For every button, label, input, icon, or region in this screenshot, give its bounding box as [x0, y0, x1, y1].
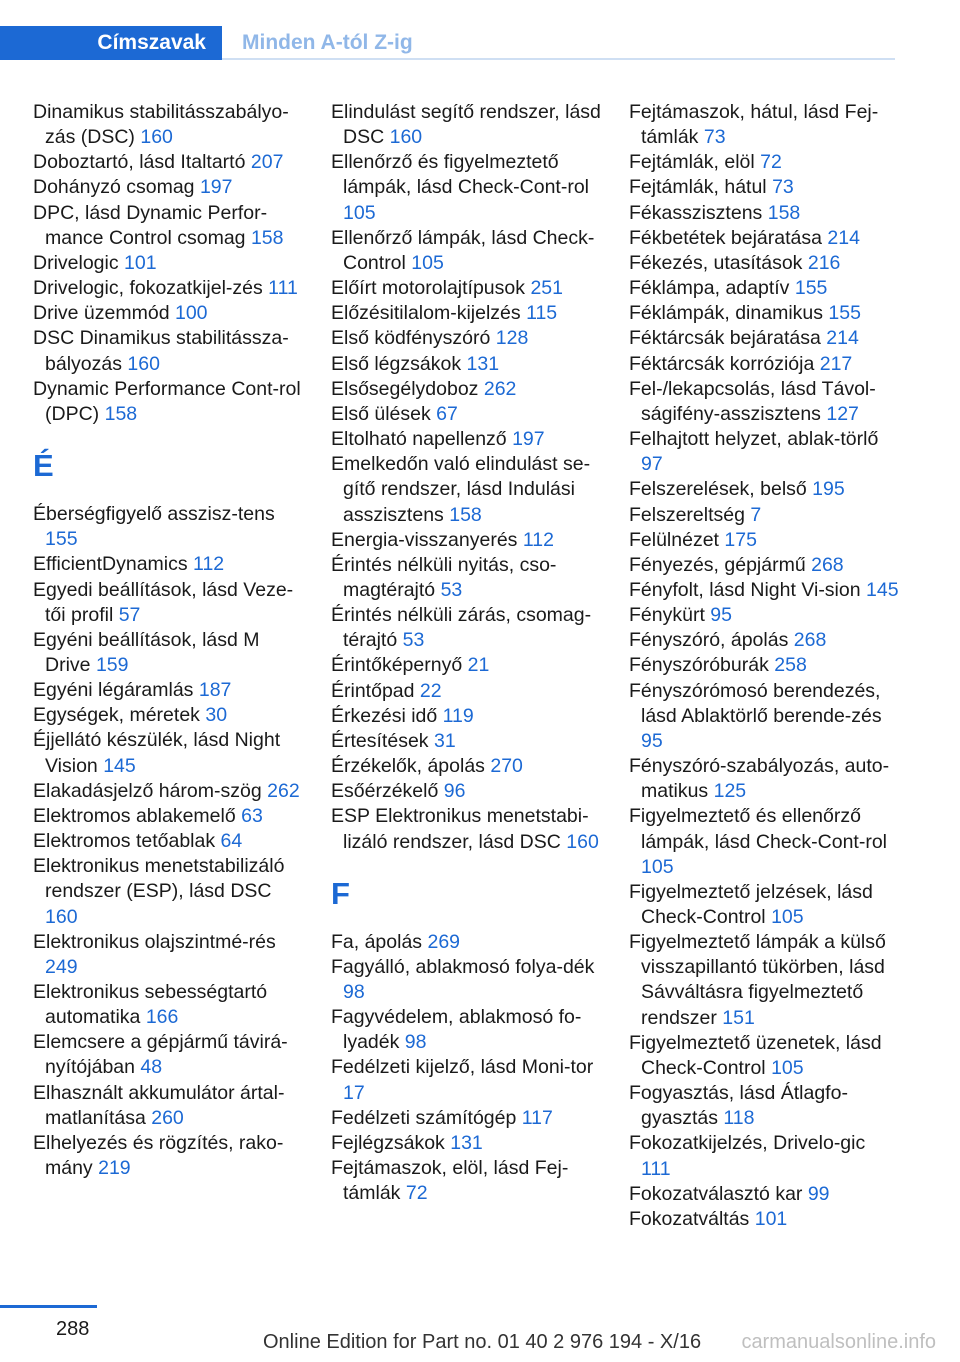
entry-text: Elindulást segítő rendszer, lásd DSC	[331, 101, 601, 149]
index-column-1	[33, 100, 305, 1181]
page-link[interactable]: 270	[490, 755, 523, 778]
index-entry	[331, 1055, 603, 1105]
index-entry	[33, 1131, 305, 1181]
page-link[interactable]: 160	[45, 905, 78, 928]
index-entry	[629, 880, 899, 930]
page-link[interactable]: 214	[827, 226, 860, 249]
tab-all-a-to-z[interactable]: Minden A-tól Z-ig	[222, 26, 895, 60]
index-entry	[331, 553, 603, 603]
index-entry	[629, 1182, 899, 1207]
index-entry	[629, 679, 899, 754]
page-link[interactable]: 17	[343, 1081, 365, 1104]
index-entry	[629, 352, 899, 377]
page-link[interactable]: 160	[389, 126, 423, 149]
index-entry	[331, 704, 603, 729]
index-entry	[629, 150, 899, 175]
index-entry	[33, 301, 305, 326]
index-entry	[331, 377, 603, 402]
page-link[interactable]: 158	[449, 503, 482, 526]
entry-text: Első ülések	[331, 402, 431, 425]
entry-text: Ellenőrző és figyelmeztető lámpák, lásd Check-Cont‐rol	[331, 151, 590, 199]
index-entry	[331, 452, 603, 527]
page-link[interactable]: 119	[442, 704, 474, 727]
section-letter: É	[33, 448, 54, 484]
page-link[interactable]: 158	[104, 402, 138, 425]
page-link[interactable]: 214	[826, 327, 859, 350]
entry-text: Egyéni beállítások, lásd M Drive	[33, 628, 260, 676]
entry-text: Elektronikus menetstabilizáló rendszer (ESP), lásd DSC	[33, 855, 285, 903]
index-entry	[331, 779, 603, 804]
page-link[interactable]: 197	[199, 176, 233, 199]
page-link[interactable]: 111	[641, 1157, 671, 1180]
entry-text: Érintés nélküli nyitás, cso‐magtérajtó	[331, 553, 557, 601]
entry-text: Fokozatválasztó kar	[629, 1182, 803, 1205]
page-link[interactable]: 21	[467, 654, 490, 677]
page-link[interactable]: 145	[103, 754, 136, 777]
index-entry	[33, 150, 305, 175]
entry-text: Egyéni légáramlás	[33, 679, 194, 702]
index-entry	[33, 678, 305, 703]
entry-text: Esőérzékelő	[331, 780, 439, 803]
entry-text: Ellenőrző lámpák, lásd Check-Control	[331, 226, 595, 274]
index-entry	[33, 980, 305, 1030]
entry-text: Fejtámaszok, hátul, lásd Fej‐támlák	[629, 101, 879, 149]
entry-text: Felszerelések, belső	[629, 478, 807, 501]
index-entry	[331, 226, 603, 276]
entry-text: Fedélzeti számítógép	[331, 1106, 517, 1129]
index-entry	[331, 352, 603, 377]
index-entry	[629, 1081, 899, 1131]
index-entry	[331, 1131, 603, 1156]
entry-text: Előírt motorolajtípusok	[331, 277, 526, 300]
page-link[interactable]: 207	[250, 151, 284, 174]
page-link[interactable]: 100	[174, 302, 208, 325]
entry-text: Féklámpa, adaptív	[629, 277, 790, 300]
index-entry	[331, 301, 603, 326]
entry-text: Fejlégzsákok	[331, 1131, 445, 1154]
page-link[interactable]: 112	[522, 528, 554, 551]
index-entry	[33, 854, 305, 929]
entry-text: Érintőpad	[331, 679, 415, 702]
index-entry	[629, 930, 899, 1031]
page-link[interactable]: 30	[205, 704, 228, 727]
page-link[interactable]: 95	[641, 729, 663, 752]
entry-text: Fejtámlák, elöl	[629, 151, 755, 174]
page-link[interactable]: 151	[722, 1006, 755, 1029]
page-link[interactable]: 73	[703, 126, 726, 149]
index-entry	[33, 779, 305, 804]
page-link[interactable]: 53	[440, 578, 463, 601]
entry-text: Felülnézet	[629, 528, 719, 551]
entry-text: Fékezés, utasítások	[629, 251, 803, 274]
entry-text: Fagyvédelem, ablakmosó fo‐lyadék	[331, 1006, 582, 1054]
entry-text: Fényszóróburák	[629, 654, 769, 677]
watermark: carmanualsonline.info	[741, 1331, 936, 1353]
page-link[interactable]: 160	[566, 830, 599, 853]
entry-text: Első légzsákok	[331, 352, 462, 375]
index-entry	[629, 251, 899, 276]
entry-text: Féklámpák, dinamikus	[629, 302, 823, 325]
page-link[interactable]: 145	[866, 578, 899, 601]
index-entry	[33, 1030, 305, 1080]
index-entry	[33, 1081, 305, 1131]
index-entry	[629, 276, 899, 301]
entry-text: Figyelmeztető jelzések, lásd Check-Control	[629, 880, 873, 928]
page-link[interactable]: 268	[793, 629, 827, 652]
index-entry	[629, 201, 899, 226]
index-entry	[331, 1005, 603, 1055]
page-link[interactable]: 64	[220, 830, 243, 853]
entry-text: Figyelmeztető és ellenőrző lámpák, lásd Check-Cont‐rol	[629, 805, 888, 853]
page-link[interactable]: 72	[405, 1182, 428, 1205]
index-entry	[33, 829, 305, 854]
page-link[interactable]: 97	[641, 453, 663, 476]
index-entry	[331, 427, 603, 452]
page-link[interactable]: 158	[250, 226, 284, 249]
index-entry	[331, 930, 603, 955]
index-entry	[331, 653, 603, 678]
page-link[interactable]: 160	[140, 126, 173, 149]
entry-text: Értesítések	[331, 729, 429, 752]
page-link[interactable]: 258	[774, 654, 807, 677]
entry-text: ESP Elektronikus menetstabi‐lizáló rendszer, lásd DSC	[331, 805, 589, 853]
page-link[interactable]: 159	[95, 653, 129, 676]
entry-text: Drive üzemmód	[33, 302, 170, 325]
index-entry	[331, 402, 603, 427]
index-entry	[331, 804, 603, 854]
index-entry	[629, 754, 899, 804]
entry-text: Egyedi beállítások, lásd Veze‐tői profil	[33, 578, 294, 626]
entry-text: Fékbetétek bejáratása	[629, 226, 822, 249]
entry-text: Dinamikus stabilitásszabályo‐zás (DSC)	[33, 101, 289, 149]
entry-text: Fényszóró, ápolás	[629, 629, 789, 652]
page-link[interactable]: 111	[268, 277, 298, 300]
page-link[interactable]: 31	[433, 729, 456, 752]
page-link[interactable]: 48	[140, 1056, 163, 1079]
entry-text: Fényszóró-szabályozás, auto‐matikus	[629, 755, 890, 803]
page-link[interactable]: 195	[812, 478, 845, 501]
tab-bar	[0, 26, 895, 60]
index-entry	[331, 100, 603, 150]
index-entry	[331, 326, 603, 351]
entry-text: Elektromos tetőablak	[33, 830, 216, 853]
entry-text: Egységek, méretek	[33, 704, 200, 727]
index-entry	[629, 628, 899, 653]
entry-text: Elhelyezés és rögzítés, rako‐mány	[33, 1131, 284, 1180]
index-entry	[629, 301, 899, 326]
index-entry	[33, 628, 305, 678]
page-link[interactable]: 105	[411, 251, 444, 274]
page-link[interactable]: 105	[771, 906, 804, 928]
entry-text: Elakadásjelző három‐szög	[33, 779, 262, 802]
index-entry	[331, 1156, 603, 1206]
page-link[interactable]: 98	[343, 981, 365, 1003]
page-number: 288	[56, 1318, 90, 1340]
entry-text: DSC Dinamikus stabilitássza‐bályozás	[33, 327, 289, 375]
page-link[interactable]: 101	[754, 1207, 788, 1230]
entry-text: Drivelogic	[33, 251, 119, 274]
entry-text: Fejtámlák, hátul	[629, 176, 767, 199]
index-entry	[33, 100, 305, 150]
entry-text: Érintőképernyő	[331, 654, 463, 677]
page-link[interactable]: 95	[710, 604, 732, 627]
index-entry	[33, 175, 305, 200]
entry-text: Felhajtott helyzet, ablak‐törlő	[629, 428, 879, 451]
index-entry	[629, 427, 899, 477]
entry-text: Fokozatváltás	[629, 1207, 750, 1230]
entry-text: Elektromos ablakemelő	[33, 804, 236, 827]
page-link[interactable]: 22	[419, 679, 442, 702]
index-entry	[33, 201, 305, 251]
entry-text: Fejtámaszok, elöl, lásd Fej‐támlák	[331, 1157, 569, 1205]
index-entry	[331, 754, 603, 779]
index-entry	[331, 603, 603, 653]
index-entry	[629, 1131, 899, 1181]
entry-text: Doboztartó, lásd Italtartó	[33, 151, 246, 174]
entry-text: Felszereltség	[629, 503, 745, 526]
entry-text: Fel-/lekapcsolás, lásd Távol‐ságifény-asszisztens	[629, 377, 876, 425]
index-entry	[629, 326, 899, 351]
page-link[interactable]: 117	[521, 1106, 553, 1129]
entry-text: Elektronikus sebességtartó automatika	[33, 981, 268, 1029]
page-link[interactable]: 262	[483, 377, 517, 400]
page-link[interactable]: 219	[98, 1157, 131, 1180]
index-entry	[33, 578, 305, 628]
entry-text: Fénykürt	[629, 604, 705, 627]
entry-text: Elektronikus olajszintmé‐rés	[33, 930, 276, 953]
page-link[interactable]: 262	[267, 779, 300, 802]
index-entry	[629, 553, 899, 578]
index-entry	[33, 703, 305, 728]
index-entry	[33, 930, 305, 980]
section-letter: F	[331, 875, 350, 911]
edition-info: Online Edition for Part no. 01 40 2 976 194 - X/16	[263, 1331, 702, 1353]
entry-text: Fényfolt, lásd Night Vi‐sion	[629, 578, 861, 601]
index-entry	[33, 251, 305, 276]
index-entry	[629, 226, 899, 251]
index-entry	[629, 100, 899, 150]
page-link[interactable]: 268	[811, 553, 844, 576]
index-entry	[629, 603, 899, 628]
page-link[interactable]: 53	[402, 629, 425, 652]
index-entry	[331, 729, 603, 754]
page-link[interactable]: 125	[713, 780, 747, 803]
page-link[interactable]: 131	[466, 352, 500, 375]
entry-text: Féktárcsák korróziója	[629, 352, 815, 375]
page-link[interactable]: 98	[404, 1031, 427, 1054]
entry-text: Energia-visszanyerés	[331, 528, 518, 551]
page-link[interactable]: 155	[45, 528, 78, 551]
page-link[interactable]: 101	[124, 251, 157, 274]
entry-text: Fényszórómosó berendezés, lásd Ablaktörlő berende‐zés	[629, 679, 882, 727]
index-column-3	[629, 100, 899, 1232]
index-entry	[33, 728, 305, 778]
index-entry	[331, 1106, 603, 1131]
page-link[interactable]: 63	[241, 804, 263, 827]
entry-text: Figyelmeztető üzenetek, lásd Check-Control	[629, 1031, 882, 1079]
index-entry	[33, 326, 305, 376]
entry-text: Éberségfigyelő asszisz‐tens	[33, 503, 275, 526]
entry-text: DPC, lásd Dynamic Perfor‐mance Control csomag	[33, 201, 268, 249]
entry-text: Fedélzeti kijelző, lásd Moni‐tor	[331, 1056, 594, 1079]
page-link[interactable]: 160	[127, 352, 160, 375]
entry-text: Éjjellátó készülék, lásd Night Vision	[33, 729, 281, 777]
index-entry	[629, 653, 899, 678]
index-entry	[33, 804, 305, 829]
entry-text: Előzésitilalom-kijelzés	[331, 302, 521, 325]
entry-text: Érzékelők, ápolás	[331, 755, 485, 778]
index-entry	[331, 276, 603, 301]
entry-text: Fogyasztás, lásd Átlagfo‐gyasztás	[629, 1082, 848, 1130]
page-link[interactable]: 72	[760, 151, 782, 174]
index-entry	[629, 1031, 899, 1081]
index-entry	[331, 955, 603, 1005]
index-column-2	[331, 100, 603, 1206]
page-link[interactable]: 115	[526, 302, 558, 325]
entry-text: Elsősegélydoboz	[331, 377, 479, 400]
index-entry	[629, 477, 899, 502]
page-link[interactable]: 251	[530, 277, 563, 300]
page-link[interactable]: 105	[641, 855, 674, 878]
page-link[interactable]: 155	[828, 302, 861, 325]
index-entry	[629, 377, 899, 427]
index-entry	[33, 552, 305, 577]
entry-text: Fa, ápolás	[331, 930, 423, 953]
entry-text: Érkezési idő	[331, 704, 438, 727]
page-link[interactable]: 7	[750, 503, 762, 526]
page-link[interactable]: 260	[151, 1106, 184, 1129]
page-link[interactable]: 187	[198, 679, 232, 702]
entry-text: Dohányzó csomag	[33, 176, 195, 199]
entry-text: Elhasznált akkumulátor ártal‐matlanítása	[33, 1081, 285, 1129]
page-link[interactable]: 155	[794, 277, 828, 300]
index-entry	[629, 1207, 899, 1232]
index-entry	[331, 679, 603, 704]
index-entry	[629, 804, 899, 879]
page-link[interactable]: 166	[145, 1006, 179, 1029]
entry-text: Drivelogic, fokozatkijel‐zés	[33, 277, 263, 300]
page-link[interactable]: 249	[45, 955, 78, 978]
entry-text: Érintés nélküli zárás, csomag‐térajtó	[331, 604, 592, 652]
entry-text: Fagyálló, ablakmosó folya‐dék	[331, 955, 595, 978]
page-link[interactable]: 269	[427, 930, 461, 953]
entry-text: Figyelmeztető lámpák a külső visszapillantó tükörben, lásd Sávváltásra figyelmeztető rendszer	[629, 931, 886, 1029]
index-entry	[629, 578, 899, 603]
entry-text: Eltolható napellenző	[331, 428, 507, 451]
footer-accent-line	[0, 1305, 97, 1308]
entry-text: Fényezés, gépjármű	[629, 553, 806, 576]
index-entry	[33, 502, 305, 552]
page-link[interactable]: 96	[443, 780, 466, 803]
index-entry	[33, 377, 305, 427]
page-link[interactable]: 127	[826, 402, 859, 425]
tab-keywords[interactable]: Címszavak	[0, 26, 222, 60]
page-link[interactable]: 99	[807, 1182, 830, 1205]
index-entry	[331, 150, 603, 225]
entry-text: Első ködfényszóró	[331, 327, 491, 350]
page-link[interactable]: 73	[772, 176, 794, 199]
page-link[interactable]: 216	[807, 251, 841, 274]
index-entry	[629, 175, 899, 200]
page-link[interactable]: 158	[767, 201, 801, 224]
page-link[interactable]: 112	[193, 553, 225, 576]
page-link[interactable]: 105	[343, 201, 376, 224]
index-entry	[33, 276, 305, 301]
entry-text: Fékasszisztens	[629, 201, 763, 224]
page-link[interactable]: 197	[512, 428, 545, 451]
entry-text: Fokozatkijelzés, Drivelo‐gic	[629, 1132, 866, 1155]
page-link[interactable]: 57	[118, 603, 141, 626]
entry-text: Féktárcsák bejáratása	[629, 327, 821, 350]
page-link[interactable]: 128	[495, 327, 529, 350]
page-link[interactable]: 131	[450, 1131, 483, 1154]
entry-text: Elemcsere a gépjármű távirá‐nyítójában	[33, 1031, 288, 1079]
index-entry	[629, 503, 899, 528]
index-entry	[331, 528, 603, 553]
page-link[interactable]: 105	[771, 1056, 804, 1079]
entry-text: Dynamic Performance Cont‐rol (DPC)	[33, 377, 301, 425]
page-link[interactable]: 118	[723, 1107, 755, 1130]
entry-text: Emelkedőn való elindulást se‐gítő rendszer, lásd Indulási asszisztens	[331, 453, 591, 526]
index-entry	[629, 528, 899, 553]
page-link[interactable]: 217	[819, 352, 853, 375]
entry-text: EfficientDynamics	[33, 553, 188, 576]
page-link[interactable]: 175	[724, 528, 757, 551]
page-link[interactable]: 67	[436, 402, 458, 425]
